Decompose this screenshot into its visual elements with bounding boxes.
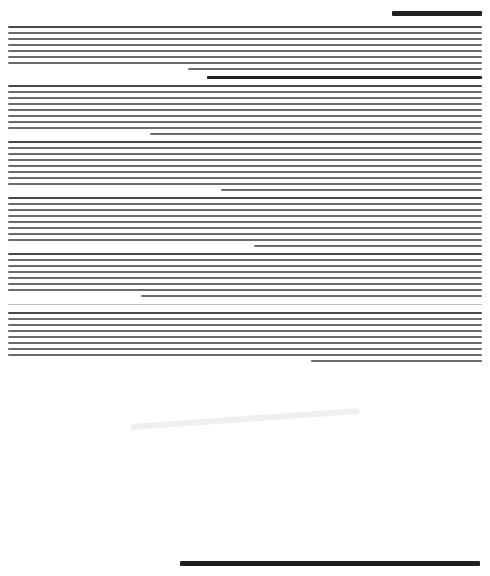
property-list-heading: [207, 76, 482, 79]
property-item-3: [8, 197, 482, 247]
property-item-2: [8, 141, 482, 191]
property-item-4: [8, 253, 482, 297]
signature-line: [180, 561, 480, 566]
section-divider: [8, 304, 482, 305]
notice-title: [8, 6, 482, 20]
property-item-1: [8, 85, 482, 135]
notice-title-placeholder: [392, 11, 482, 16]
intro-paragraph: [8, 26, 482, 70]
watermark: [119, 391, 371, 446]
auction-terms-paragraph: [8, 312, 482, 362]
